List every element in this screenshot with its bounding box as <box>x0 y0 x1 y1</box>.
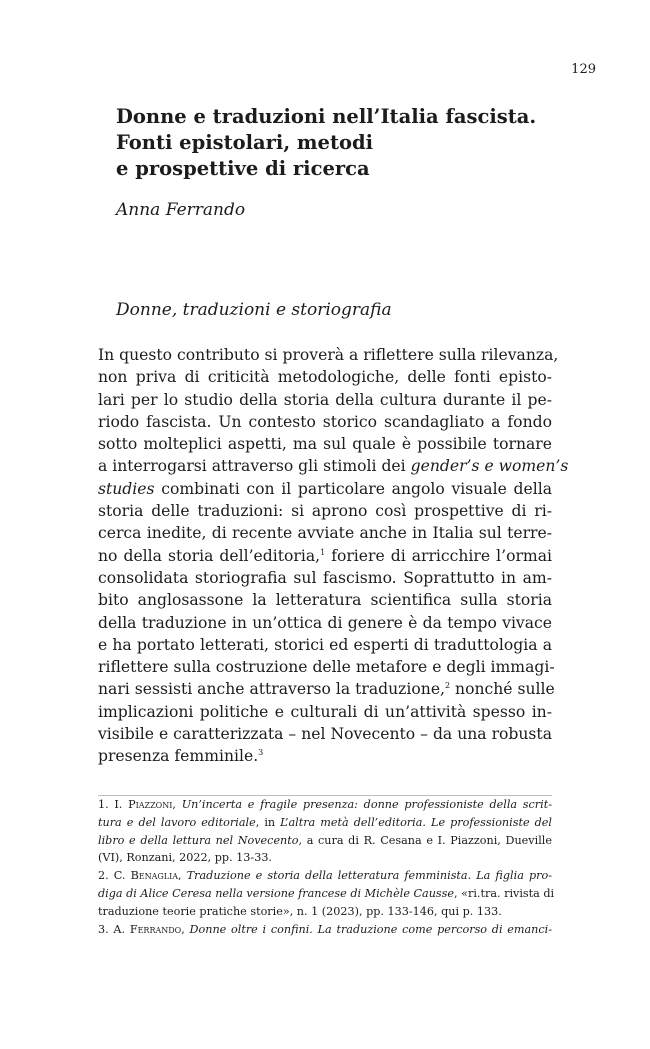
author-name: Anna Ferrando <box>116 200 246 220</box>
footnote-line: traduzione teorie pratiche storie», n. 1 (2023), pp. 133-146, qui p. 133. <box>98 904 502 918</box>
title-line: Donne e traduzioni nell’Italia fascista. <box>116 105 537 128</box>
footnotes <box>98 795 555 938</box>
body-line: cerca inedite, di recente avviate anche in Italia sul terre- <box>98 524 552 543</box>
body-line: consolidata storiografia sul fascismo. Soprattutto in am- <box>98 568 552 587</box>
body-line: riflettere sulla costruzione delle metafore e degli immagi- <box>98 658 555 677</box>
body-line: e ha portato letterati, storici ed esperti di traduttologia a <box>98 635 552 654</box>
footnote-line: diga di Alice Ceresa nella versione francese di Michèle Causse, «ri.tra. rivista di <box>98 886 555 900</box>
footnote-author: Benaglia <box>130 869 179 883</box>
title-line: Fonti epistolari, metodi <box>116 131 374 154</box>
footnote-author: Piazzoni <box>128 798 173 811</box>
body-line: nari sessisti anche attraverso la traduzione,$^2$ nonché sulle <box>98 680 555 699</box>
footnote-ref[interactable]: 3 <box>258 748 264 758</box>
body-line: storia delle traduzioni: si aprono così prospettive di ri- <box>98 502 552 521</box>
footnote-author: Ferrando <box>129 922 182 936</box>
footnote-line: (VI), Ronzani, 2022, pp. 13-33. <box>98 851 272 865</box>
body-line: no della storia dell’editoria,$^1$ foriere di arricchire l’ormai <box>98 546 552 565</box>
page-number: 129 <box>571 62 596 77</box>
footnote-ref[interactable]: 1 <box>320 547 326 557</box>
italic-term: studies <box>98 479 155 498</box>
body-line: studies combinati con il particolare angolo visuale della <box>98 479 552 498</box>
body-line: sotto molteplici aspetti, ma sul quale è possibile tornare <box>98 435 552 454</box>
body-paragraph <box>98 344 569 768</box>
body-line: lari per lo studio della storia della cultura durante il pe- <box>98 390 552 409</box>
body-line: In questo contributo si proverà a riflettere sulla rilevanza, <box>98 346 559 364</box>
body-line: visibile e caratterizzata – nel Novecento – da una robusta <box>98 725 552 744</box>
italic-term: gender’s e women’s <box>410 457 569 476</box>
body-line: bito anglosassone la letteratura scientifica sulla storia <box>98 591 552 610</box>
footnote-line: tura e del lavoro editoriale, in L’altra metà dell’editoria. Le professioniste del <box>98 815 552 829</box>
body-line: implicazioni politiche e culturali di un’attività spesso in- <box>98 702 552 721</box>
body-line: presenza femminile.$^3$ <box>98 747 264 766</box>
article-title <box>116 104 556 182</box>
footnote-line: libro e della lettura nel Novecento, a cura di R. Cesana e I. Piazzoni, Dueville <box>98 833 552 847</box>
body-line: non priva di criticità metodologiche, delle fonti episto- <box>98 368 552 387</box>
footnote-2: 2. C. Benaglia, Traduzione e storia della letteratura femminista. La figlia pro- <box>98 869 552 883</box>
title-line: e prospettive di ricerca <box>116 157 370 180</box>
footnote-1: 1. I. Piazzoni, Un’incerta e fragile presenza: donne professioniste della scrit- <box>98 798 553 811</box>
body-line: riodo fascista. Un contesto storico scandagliato a fondo <box>98 412 552 431</box>
section-heading: Donne, traduzioni e storiografia <box>116 300 392 320</box>
footnote-ref[interactable]: 2 <box>445 681 451 691</box>
body-line: a interrogarsi attraverso gli stimoli dei gender’s e women’s <box>98 457 569 476</box>
body-line: della traduzione in un’ottica di genere è da tempo vivace <box>98 613 552 632</box>
footnote-3: 3. A. Ferrando, Donne oltre i confini. La traduzione come percorso di emanci- <box>98 922 553 936</box>
